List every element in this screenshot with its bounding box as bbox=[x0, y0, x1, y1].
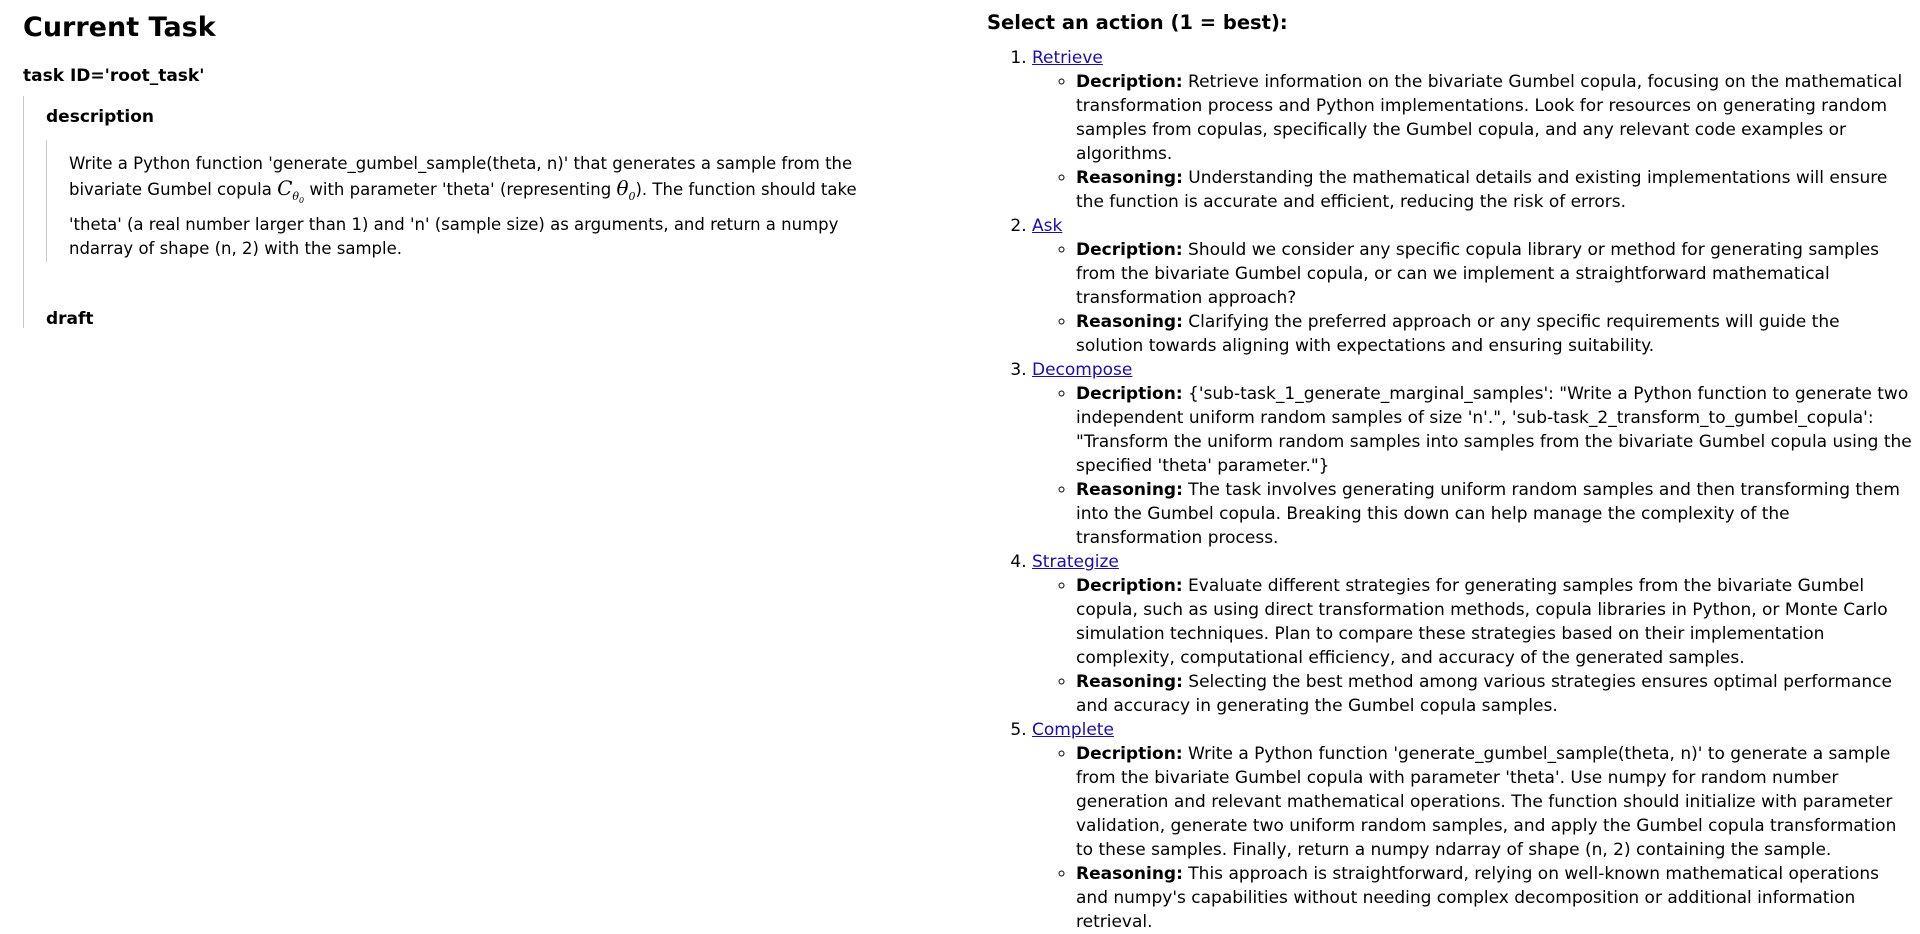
description-label: Decription: bbox=[1076, 384, 1183, 404]
action-details bbox=[1032, 574, 1912, 718]
action-link-strategize[interactable]: Strategize bbox=[1032, 552, 1119, 572]
copula-symbol bbox=[277, 176, 305, 206]
action-reasoning bbox=[1076, 478, 1912, 550]
action-description bbox=[1076, 382, 1912, 478]
description-text: Evaluate different strategies for generating samples from the bivariate Gumbel copula, such as using direct transformation methods, copula libraries in Python, or Monte Carlo simulation techniques. Plan to compare these strategies based on their implementation complexity, computational efficiency, and accuracy of the generated samples. bbox=[1076, 576, 1888, 668]
action-description bbox=[1076, 742, 1912, 862]
action-item bbox=[1032, 718, 1912, 934]
theta-letter: θ bbox=[616, 176, 629, 200]
page-title: Current Task bbox=[23, 12, 216, 43]
draft-heading: draft bbox=[46, 309, 94, 330]
description-text: {'sub-task_1_generate_marginal_samples': "Write a Python function to generate two independent uniform random samples of size 'n'.", 'sub-task_2_transform_to_gumbel_copula': "Transform the uniform random samples into samples from the bivariate Gumbel copula using the specified 'theta' parameter."} bbox=[1076, 384, 1912, 476]
copula-subscript: θ bbox=[292, 190, 300, 203]
action-panel bbox=[987, 0, 1912, 934]
action-link-retrieve[interactable]: Retrieve bbox=[1032, 48, 1103, 68]
description-label: Decription: bbox=[1076, 744, 1183, 764]
description-heading: description bbox=[46, 107, 155, 127]
description-text: Write a Python function 'generate_gumbel_sample(theta, n)' to generate a sample from the bivariate Gumbel copula with parameter 'theta'. Use numpy for random number generation and relevant mathematical operations. The function should initialize with parameter validation, generate two uniform random samples, and apply the Gumbel copula transformation to these samples. Finally, return a numpy ndarray of shape (n, 2) containing the sample. bbox=[1076, 744, 1897, 860]
action-link-decompose[interactable]: Decompose bbox=[1032, 360, 1133, 380]
task-container bbox=[23, 96, 923, 328]
action-details bbox=[1032, 382, 1912, 550]
action-details bbox=[1032, 238, 1912, 358]
action-item bbox=[1032, 46, 1912, 214]
reasoning-text: This approach is straightforward, relying on well-known mathematical operations and numpy's capabilities without needing complex decomposition or additional information retrieval. bbox=[1076, 864, 1880, 932]
description-box bbox=[46, 140, 906, 262]
description-text: Retrieve information on the bivariate Gumbel copula, focusing on the mathematical transformation process and Python implementations. Look for resources on generating random samples from copulas, specifically the Gumbel copula, and any relevant code examples or algorithms. bbox=[1076, 72, 1903, 164]
theta-symbol bbox=[616, 176, 636, 203]
description-label: Decription: bbox=[1076, 240, 1183, 260]
action-description bbox=[1076, 238, 1912, 310]
action-reasoning bbox=[1076, 670, 1912, 718]
task-description bbox=[69, 152, 906, 261]
action-details bbox=[1032, 70, 1912, 214]
action-description bbox=[1076, 574, 1912, 670]
reasoning-label: Reasoning: bbox=[1076, 480, 1183, 500]
action-details bbox=[1032, 742, 1912, 934]
action-link-ask[interactable]: Ask bbox=[1032, 216, 1063, 236]
description-text-part1: Write a Python function 'generate_gumbel_sample(theta, n)' that generates a sample from the bivariate Gumbel copula bbox=[69, 154, 853, 199]
action-description bbox=[1076, 70, 1912, 166]
current-task-panel bbox=[23, 0, 923, 328]
description-text: Should we consider any specific copula library or method for generating samples from the bivariate Gumbel copula, or can we implement a straightforward mathematical transformation approach? bbox=[1076, 240, 1880, 308]
reasoning-label: Reasoning: bbox=[1076, 672, 1183, 692]
reasoning-text: Selecting the best method among various strategies ensures optimal performance and accuracy in generating the Gumbel copula samples. bbox=[1076, 672, 1892, 716]
reasoning-text: Understanding the mathematical details and existing implementations will ensure the function is accurate and efficient, reducing the risk of errors. bbox=[1076, 168, 1888, 212]
copula-letter: C bbox=[277, 176, 293, 200]
reasoning-text: Clarifying the preferred approach or any specific requirements will guide the solution towards aligning with expectations and ensuring suitability. bbox=[1076, 312, 1840, 356]
action-list bbox=[987, 46, 1912, 934]
actions-title: Select an action (1 = best): bbox=[987, 11, 1288, 34]
reasoning-label: Reasoning: bbox=[1076, 864, 1183, 884]
reasoning-label: Reasoning: bbox=[1076, 312, 1183, 332]
action-item bbox=[1032, 550, 1912, 718]
reasoning-label: Reasoning: bbox=[1076, 168, 1183, 188]
description-label: Decription: bbox=[1076, 576, 1183, 596]
action-reasoning bbox=[1076, 862, 1912, 934]
description-text-part3: ). The function should take 'theta' (a real number larger than 1) and 'n' (sample size) as arguments, and return a numpy ndarray of shape (n, 2) with the sample. bbox=[69, 180, 857, 259]
theta-subscript: 0 bbox=[628, 190, 636, 203]
description-text-part2: with parameter 'theta' (representing bbox=[304, 180, 617, 199]
action-item bbox=[1032, 358, 1912, 550]
reasoning-text: The task involves generating uniform random samples and then transforming them into the Gumbel copula. Breaking this down can help manage the complexity of the transformation process. bbox=[1076, 480, 1900, 548]
action-reasoning bbox=[1076, 310, 1912, 358]
action-reasoning bbox=[1076, 166, 1912, 214]
action-item bbox=[1032, 214, 1912, 358]
copula-subsubscript: 0 bbox=[299, 196, 305, 206]
description-label: Decription: bbox=[1076, 72, 1183, 92]
task-id-label: task ID='root_task' bbox=[23, 66, 205, 86]
action-link-complete[interactable]: Complete bbox=[1032, 720, 1114, 740]
